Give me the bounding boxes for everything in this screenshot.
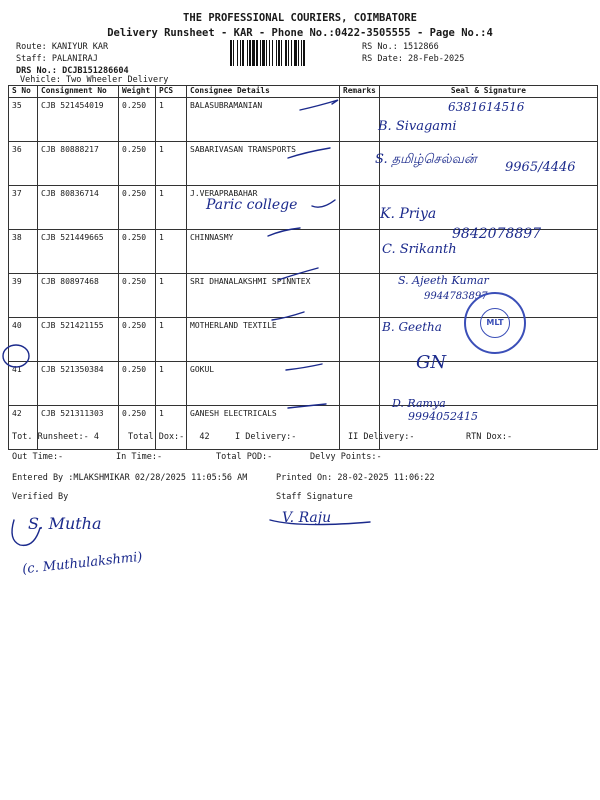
total-dox	[128, 432, 210, 442]
cell-consignment: CJB 521449665	[38, 230, 119, 274]
cell-consignment: CJB 80897468	[38, 274, 119, 318]
cell-sno: 35	[9, 98, 38, 142]
col-consignee: Consignee Details	[187, 86, 340, 98]
runsheet-subtitle: Delivery Runsheet - KAR - Phone No.:0422-3505555 - Page No.:4	[107, 27, 493, 39]
cell-consignment: CJB 521421155	[38, 318, 119, 362]
cell-sno: 41	[9, 362, 38, 406]
staff-signature-label: Staff Signature	[276, 492, 353, 502]
stamp-logo: MLT	[480, 308, 510, 338]
handwritten-phone: 9965/4446	[505, 160, 576, 175]
cell-pcs: 1	[156, 274, 187, 318]
cell-sno: 36	[9, 142, 38, 186]
cell-consignee: GANESH ELECTRICALS	[187, 406, 340, 450]
cell-weight: 0.250	[119, 318, 156, 362]
cell-consignment: CJB 80836714	[38, 186, 119, 230]
cell-consignee: J.VERAPRABAHAR	[187, 186, 340, 230]
cell-consignee: BALASUBRAMANIAN	[187, 98, 340, 142]
handwritten-note: Paric college	[206, 197, 298, 213]
handwritten-signature: D. Ramya	[392, 397, 446, 410]
delvy-points: Delvy Points:-	[310, 452, 382, 462]
rs-number: RS No.: 1512866	[362, 42, 439, 52]
cell-sno: 39	[9, 274, 38, 318]
col-pcs: PCS	[156, 86, 187, 98]
cell-weight: 0.250	[119, 362, 156, 406]
tick-mark	[286, 364, 322, 370]
cell-weight: 0.250	[119, 274, 156, 318]
rs-date: RS Date: 28-Feb-2025	[362, 54, 465, 64]
verified-signature: S. Mutha	[28, 514, 102, 533]
handwritten-signature: B. Geetha	[382, 320, 442, 334]
company-title: THE PROFESSIONAL COURIERS, COIMBATORE	[183, 12, 417, 24]
verified-by-label: Verified By	[12, 492, 69, 502]
handwritten-phone: 9994052415	[408, 410, 478, 423]
tick-mark	[312, 200, 335, 207]
cell-consignment: CJB 521350384	[38, 362, 119, 406]
handwritten-phone: 9944783897	[424, 291, 488, 302]
handwritten-signature: S. Ajeeth Kumar	[398, 274, 489, 287]
tick-mark	[288, 148, 330, 158]
cell-pcs: 1	[156, 230, 187, 274]
total-dox-value: 42	[199, 432, 210, 442]
out-time: Out Time:-	[12, 452, 64, 462]
cell-weight: 0.250	[119, 142, 156, 186]
col-weight: Weight	[119, 86, 156, 98]
cell-consignee: MOTHERLAND TEXTILE	[187, 318, 340, 362]
vehicle-label: Vehicle: Two Wheeler Delivery	[20, 75, 169, 85]
rtn-dox: RTN Dox:-	[466, 432, 513, 442]
col-sno: S No	[9, 86, 38, 98]
staff-signature: V. Raju	[282, 510, 332, 526]
tick-mark	[268, 228, 300, 236]
cell-consignee: SRI DHANALAKSHMI SPINNTEX	[187, 274, 340, 318]
verified-name: (c. Muthulakshmi)	[21, 549, 144, 578]
tick-mark	[272, 312, 304, 320]
total-pod: Total POD:-	[216, 452, 273, 462]
cell-consignment: CJB 80888217	[38, 142, 119, 186]
route-label: Route: KANIYUR KAR	[16, 42, 109, 52]
cell-sno: 38	[9, 230, 38, 274]
tot-runsheet: Tot. Runsheet:- 4	[12, 432, 99, 442]
cell-pcs: 1	[156, 186, 187, 230]
drs-label: DRS No.:	[16, 66, 57, 76]
cell-pcs: 1	[156, 142, 187, 186]
cell-weight: 0.250	[119, 186, 156, 230]
company-stamp	[464, 292, 526, 354]
cell-sno: 37	[9, 186, 38, 230]
cell-consignee: SABARIVASAN TRANSPORTS	[187, 142, 340, 186]
cell-consignment: CJB 521454019	[38, 98, 119, 142]
ii-delivery: II Delivery:-	[348, 432, 415, 442]
cell-weight: 0.250	[119, 230, 156, 274]
i-delivery: I Delivery:-	[235, 432, 297, 442]
handwritten-signature: B. Sivagami	[378, 119, 457, 134]
cell-sno: 42	[9, 406, 38, 450]
cell-weight: 0.250	[119, 98, 156, 142]
tick-mark	[278, 268, 318, 280]
col-remarks: Remarks	[340, 86, 380, 98]
in-time: In Time:-	[116, 452, 163, 462]
cell-sno: 40	[9, 318, 38, 362]
drs-value: DCJB151286604	[62, 66, 129, 76]
handwritten-signature: S. தமிழ்செல்வன்	[375, 152, 477, 167]
printed-on: Printed On: 28-02-2025 11:06:22	[276, 473, 435, 483]
circle-mark	[3, 345, 29, 367]
handwritten-signature: K. Priya	[380, 206, 437, 222]
cell-consignee: CHINNASMY	[187, 230, 340, 274]
tick-mark	[300, 100, 338, 110]
cell-weight: 0.250	[119, 406, 156, 450]
staff-label: Staff: PALANIRAJ	[16, 54, 98, 64]
total-dox-label: Total Dox:-	[128, 432, 185, 442]
entered-by: Entered By :MLAKSHMIKAR 02/28/2025 11:05:56 AM	[12, 473, 248, 483]
cell-pcs: 1	[156, 98, 187, 142]
handwritten-signature: GN	[416, 352, 447, 373]
handwritten-signature: C. Srikanth	[382, 242, 457, 257]
col-seal-signature: Seal & Signature	[379, 86, 597, 98]
handwritten-phone: 6381614516	[448, 100, 525, 114]
cell-pcs: 1	[156, 318, 187, 362]
tick-mark	[288, 404, 326, 408]
handwritten-phone: 9842078897	[452, 226, 542, 242]
cell-consignee: GOKUL	[187, 362, 340, 406]
cell-consignment: CJB 521311303	[38, 406, 119, 450]
cell-pcs: 1	[156, 406, 187, 450]
col-consignment: Consignment No	[38, 86, 119, 98]
cell-pcs: 1	[156, 362, 187, 406]
